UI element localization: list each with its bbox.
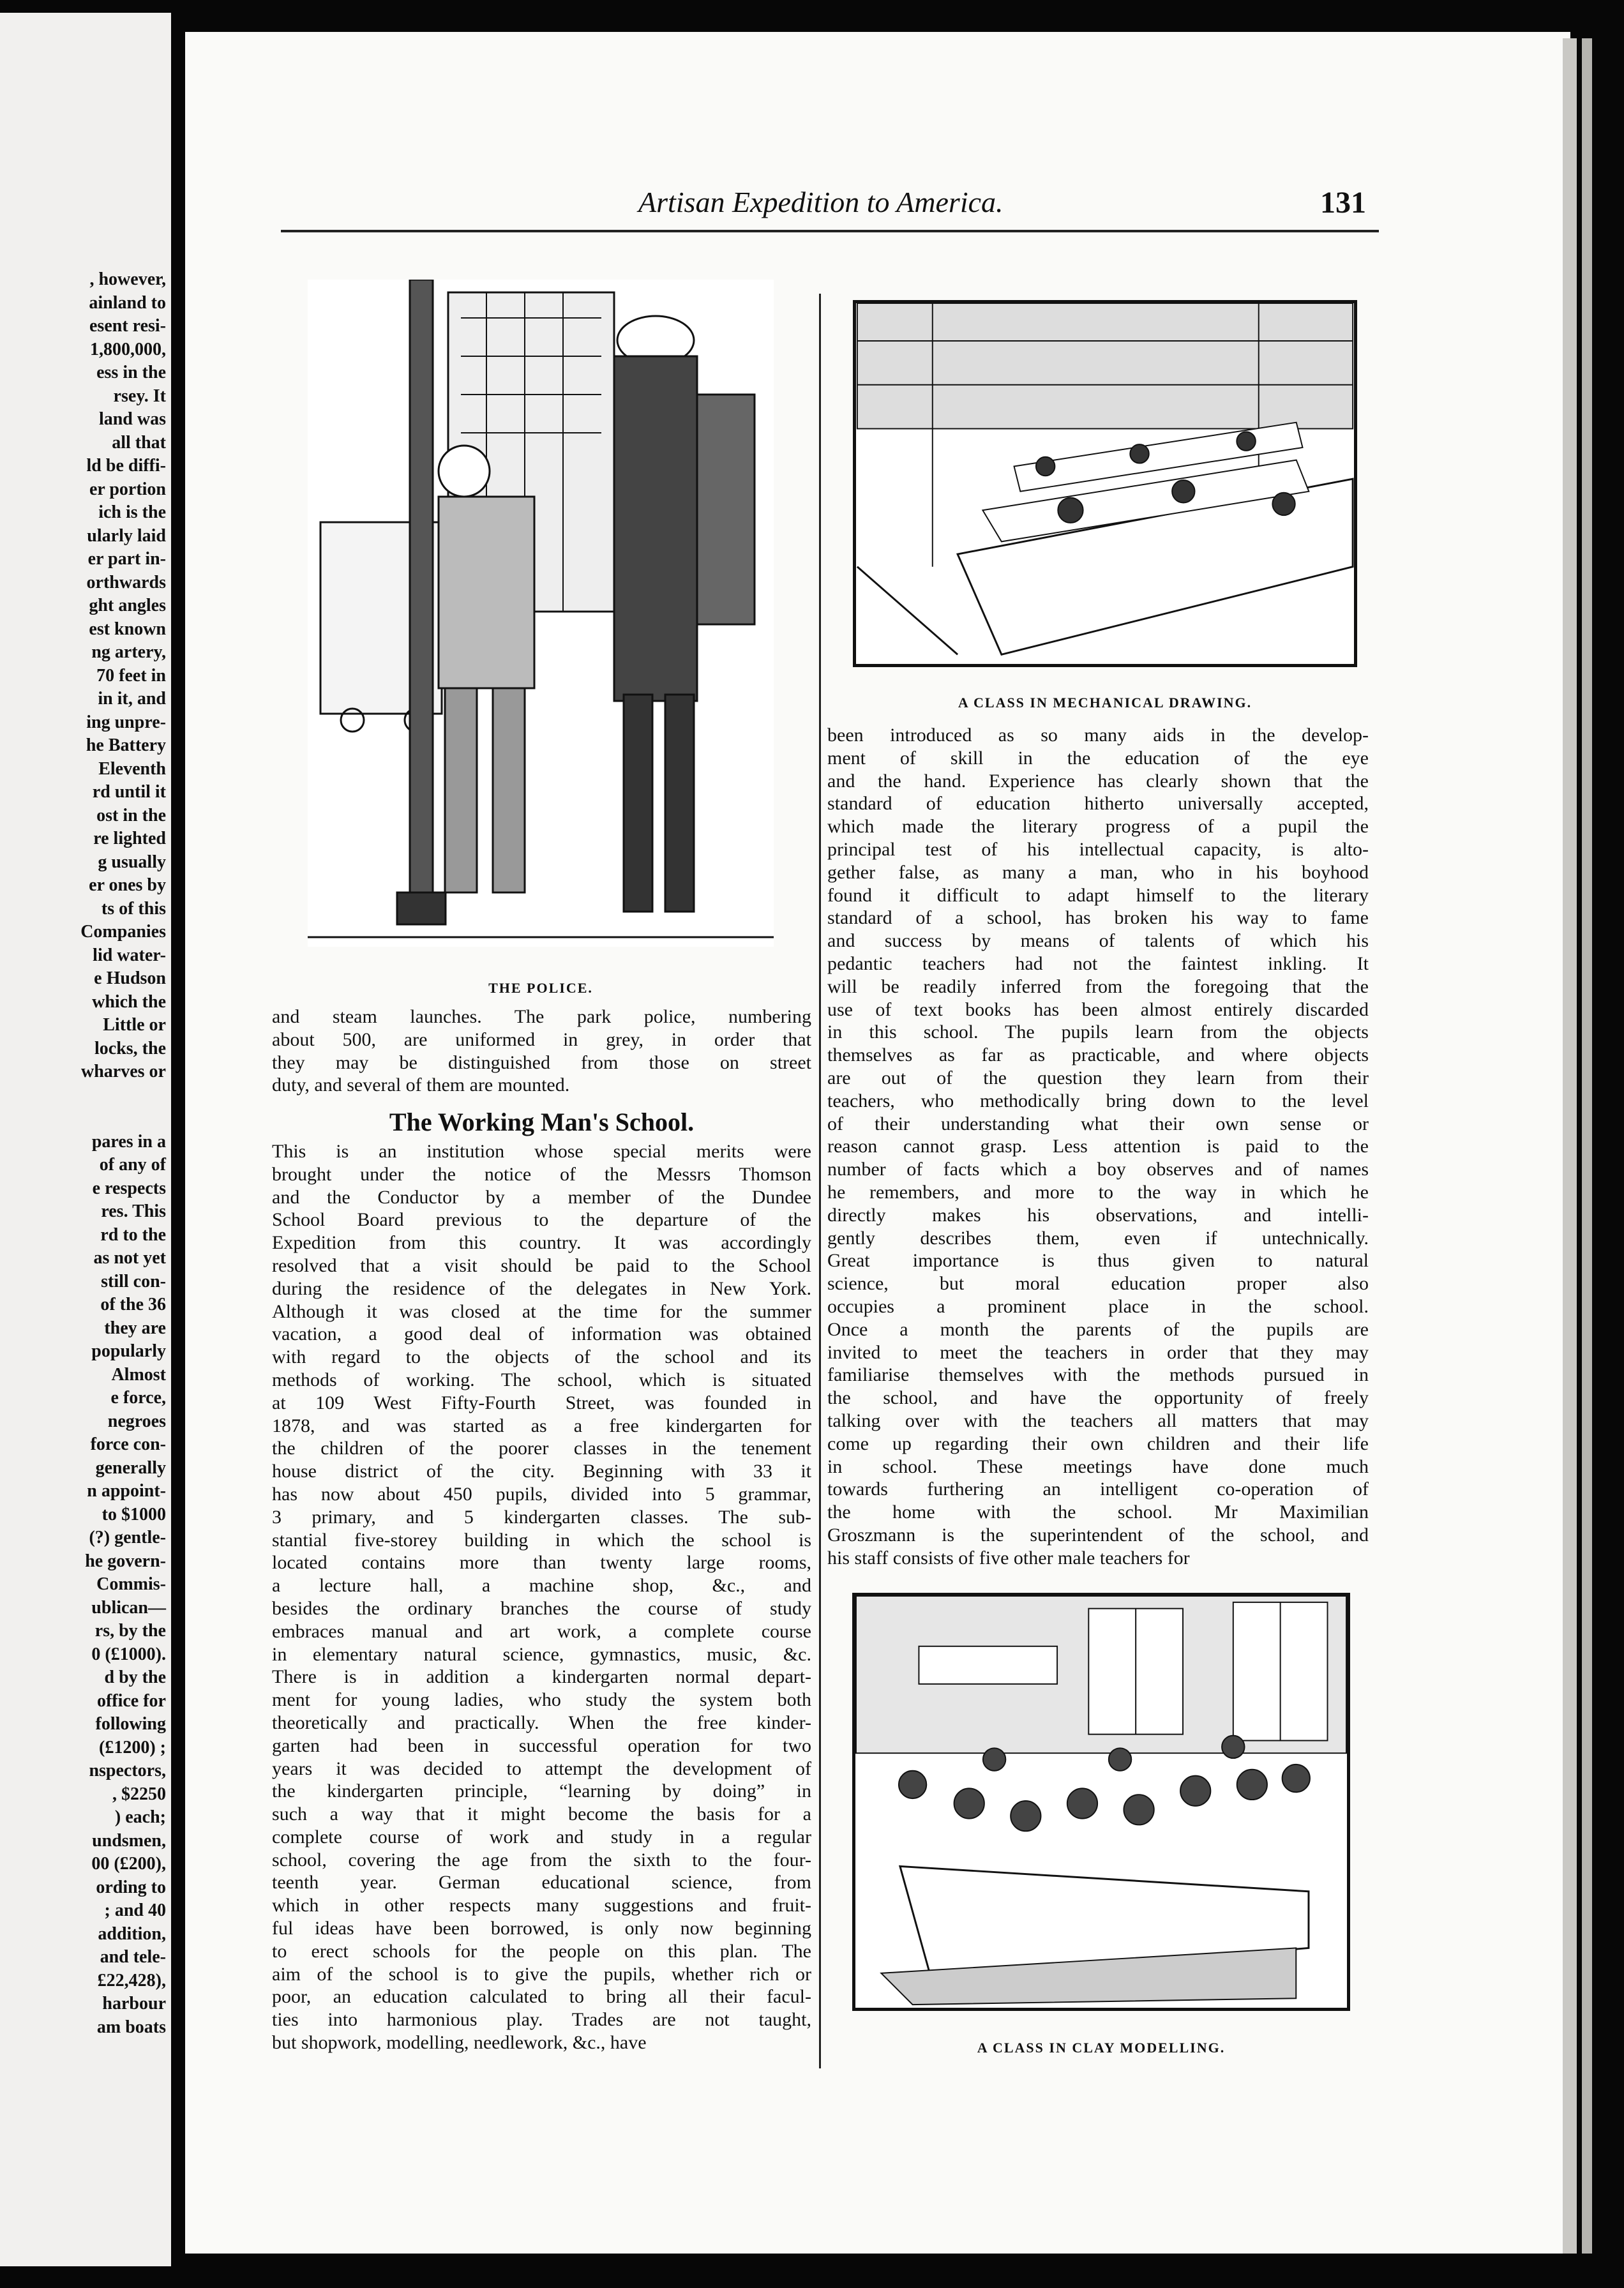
prev-page-line: est known: [89, 619, 166, 639]
prev-page-line: orthwards: [86, 572, 166, 592]
text-line: during the residence of the delegates in New York.: [272, 1277, 811, 1299]
prev-page-line: e Hudson: [94, 968, 166, 988]
prev-page-line: following: [95, 1714, 166, 1734]
text-line: This is an institution whose special merits were: [272, 1140, 811, 1162]
prev-page-line: to $1000: [102, 1504, 166, 1524]
prev-page-line: in it, and: [98, 689, 166, 709]
prev-page-line: ing unpre-: [86, 712, 166, 732]
text-line: familiarise themselves with the methods pursued in: [827, 1364, 1369, 1386]
text-line: teachers, who methodically bring down to the level: [827, 1090, 1369, 1111]
prev-page-line: 70 feet in: [96, 665, 166, 686]
text-line: 3 primary, and 5 kindergarten classes. The sub-: [272, 1506, 811, 1528]
prev-page-line: wharves or: [81, 1062, 166, 1081]
left-column: [272, 1005, 811, 2054]
text-line: towards furthering an intelligent co-operation of: [827, 1479, 1369, 1500]
prev-page-line: ainland to: [89, 292, 166, 313]
text-line: at 109 West Fifty-Fourth Street, was founded in: [272, 1392, 811, 1413]
prev-page-line: rs, by the: [94, 1621, 166, 1641]
text-line: use of text books has been almost entirely discarded: [827, 998, 1369, 1020]
text-line: stantial five-storey building in which the school is: [272, 1529, 811, 1551]
right-column: [827, 724, 1369, 1569]
prev-page-line: force con-: [90, 1434, 166, 1454]
prev-page-line: Eleventh: [98, 758, 166, 779]
prev-page-line: popularly: [91, 1341, 166, 1361]
text-line: located contains more than twenty large rooms,: [272, 1552, 811, 1574]
prev-page-line: ng artery,: [91, 642, 166, 662]
prev-page-line: nspectors,: [89, 1761, 166, 1780]
text-line: the home with the school. Mr Maximilian: [827, 1502, 1369, 1523]
prev-page-line: undsmen,: [92, 1830, 166, 1851]
prev-page-line: Commis-: [96, 1574, 166, 1594]
prev-page-line: esent resi-: [89, 316, 166, 336]
prev-page-line: (?) gentle-: [89, 1528, 166, 1547]
prev-page-line: g usually: [98, 852, 166, 872]
text-line: brought under the notice of the Messrs Thomson: [272, 1163, 811, 1185]
prev-page-line: er ones by: [89, 875, 166, 895]
police-illustration: [308, 280, 774, 947]
text-line: invited to meet the teachers in order that they may: [827, 1341, 1369, 1363]
prev-page-line: Almost: [111, 1364, 166, 1385]
prev-page-line: office for: [96, 1690, 166, 1711]
text-line: number of facts which a boy observes and of names: [827, 1159, 1369, 1180]
text-line: found it difficult to adapt himself to the literary: [827, 884, 1369, 906]
prev-page-line: as not yet: [93, 1248, 166, 1268]
text-line: aim of the school is to give the pupils, whether rich or: [272, 1963, 811, 1985]
text-line: 1878, and was started as a free kindergarten for: [272, 1415, 811, 1436]
prev-page-line: ost in the: [96, 805, 166, 825]
text-line: his staff consists of five other male teachers for: [827, 1547, 1190, 1569]
text-line: talking over with the teachers all matters that may: [827, 1410, 1369, 1431]
prev-page-line: of the 36: [100, 1295, 166, 1314]
prev-page-line: ) each;: [114, 1807, 166, 1827]
prev-page-line: which the: [92, 991, 166, 1012]
text-line: but shopwork, modelling, needlework, &c., have: [272, 2032, 647, 2054]
text-line: in elementary natural science, gymnastics, music, &c.: [272, 1643, 811, 1665]
text-line: resolved that a visit should be paid to the School: [272, 1254, 811, 1276]
text-line: and steam launches. The park police, numbering: [272, 1006, 811, 1027]
text-line: he remembers, and more to the way in which he: [827, 1181, 1369, 1203]
prev-page-line: ; and 40: [104, 1900, 166, 1920]
mechanical-drawing-caption: A CLASS IN MECHANICAL DRAWING.: [958, 695, 1252, 711]
prev-page-line: am boats: [96, 2017, 166, 2037]
section-heading: The Working Man's School.: [389, 1108, 695, 1137]
text-line: Although it was closed at the time for the summer: [272, 1300, 811, 1322]
prev-page-line: locks, the: [94, 1038, 166, 1058]
prev-page-line: rd until it: [92, 782, 166, 802]
text-line: Expedition from this country. It was accordingly: [272, 1232, 811, 1254]
prev-page-line: re lighted: [93, 829, 166, 848]
prev-page-line: they are: [104, 1318, 166, 1338]
prev-page-line: , $2250: [112, 1784, 166, 1804]
prev-page-line: ght angles: [89, 596, 166, 615]
text-line: principal test of his intellectual capacity, is alto-: [827, 838, 1369, 860]
text-line: methods of working. The school, which is situated: [272, 1369, 811, 1390]
text-line: and success by means of talents of which his: [827, 930, 1369, 952]
text-line: come up regarding their own children and their life: [827, 1433, 1369, 1454]
prev-page-line: Companies: [80, 922, 166, 942]
clay-modelling-caption: A CLASS IN CLAY MODELLING.: [977, 2040, 1226, 2056]
prev-page-line: still con-: [101, 1271, 166, 1291]
prev-page-line: n appoint-: [87, 1481, 166, 1501]
text-line: ties into harmonious play. Trades are not taught,: [272, 2009, 811, 2031]
prev-page-line: 00 (£200),: [91, 1854, 166, 1874]
prev-page-line: lid water-: [93, 945, 166, 965]
page-edge: [1563, 38, 1577, 2254]
text-line: gently describes them, even if untechnically.: [827, 1227, 1369, 1249]
mechanical-drawing-illustration: [853, 300, 1357, 667]
prev-page-line: 0 (£1000).: [91, 1644, 166, 1664]
text-line: gether false, as many a man, who in his boyhood: [827, 861, 1369, 883]
running-title: Artisan Expedition to America.: [638, 186, 1004, 218]
text-line: they may be distinguished from those on street: [272, 1051, 811, 1073]
text-line: Once a month the parents of the pupils are: [827, 1318, 1369, 1340]
prev-page-line: ts of this: [101, 898, 166, 919]
prev-page-line: rd to the: [100, 1224, 166, 1245]
text-line: Groszmann is the superintendent of the school, and: [827, 1524, 1369, 1546]
text-line: ment of skill in the education of the eye: [827, 747, 1369, 769]
text-line: science, but moral education proper also: [827, 1273, 1369, 1295]
prev-page-line: all that: [112, 432, 166, 453]
text-line: pedantic teachers had not the faintest inkling. It: [827, 952, 1369, 974]
text-line: school, covering the age from the sixth to the four-: [272, 1849, 811, 1870]
clay-modelling-illustration: [852, 1593, 1350, 2011]
text-line: in this school. The pupils learn from the objects: [827, 1021, 1369, 1043]
text-line: such a way that it might become the basis for a: [272, 1803, 811, 1825]
text-line: standard of a school, has broken his way to fame: [827, 907, 1369, 929]
text-line: and the Conductor by a member of the Dundee: [272, 1186, 811, 1208]
left-column-paragraph: [272, 1140, 811, 2054]
text-line: duty, and several of them are mounted.: [272, 1074, 570, 1096]
text-line: standard of education hitherto universally accepted,: [827, 793, 1369, 815]
prev-page-line: res. This: [101, 1201, 166, 1221]
prev-page-line: ich is the: [98, 502, 166, 522]
prev-page-line: he govern-: [85, 1551, 166, 1571]
text-line: ful ideas have been borrowed, is only now beginning: [272, 1918, 811, 1939]
prev-page-line: ording to: [96, 1877, 166, 1897]
text-line: Great importance is thus given to natural: [827, 1250, 1369, 1272]
prev-page-line: er part in-: [87, 549, 166, 569]
text-line: There is in addition a kindergarten normal depart-: [272, 1666, 811, 1688]
running-head: [281, 185, 1379, 232]
prev-page-line: ess in the: [96, 363, 166, 382]
column-rule: [819, 294, 821, 2068]
text-line: about 500, are uniformed in grey, in order that: [272, 1028, 811, 1050]
prev-page-line: generally: [95, 1457, 166, 1478]
prev-page-line: pares in a: [91, 1131, 166, 1152]
text-line: will be readily inferred from the foregoing that the: [827, 975, 1369, 997]
text-line: a lecture hall, a machine shop, &c., and: [272, 1575, 811, 1597]
prev-page-line: rsey. It: [113, 386, 166, 406]
prev-page-line: ublican—: [91, 1597, 166, 1618]
text-line: has now about 450 pupils, divided into 5 grammar,: [272, 1483, 811, 1505]
text-line: occupies a prominent place in the school.: [827, 1295, 1369, 1317]
prev-page-line: e respects: [92, 1178, 166, 1198]
text-line: complete course of work and study in a regular: [272, 1826, 811, 1848]
prev-page-line: land was: [98, 409, 166, 429]
prev-page-line: Little or: [103, 1015, 166, 1035]
text-line: and the hand. Experience has clearly shown that the: [827, 770, 1369, 792]
text-line: besides the ordinary branches the course of study: [272, 1597, 811, 1619]
prev-page-line: harbour: [102, 1994, 166, 2013]
prev-page-line: 1,800,000,: [90, 339, 166, 359]
prev-page-line: negroes: [107, 1411, 166, 1431]
text-line: the children of the poorer classes in the tenement: [272, 1438, 811, 1459]
text-line: teenth year. German educational science, from: [272, 1872, 811, 1893]
prev-page-line: , however,: [89, 269, 166, 289]
text-line: the school, and have the opportunity of freely: [827, 1387, 1369, 1409]
left-column-paragraph: [272, 1005, 811, 1097]
prev-page-line: er portion: [89, 479, 166, 499]
page-number: 131: [1320, 186, 1366, 220]
prev-page-line: he Battery: [86, 735, 166, 755]
text-line: embraces manual and art work, a complete course: [272, 1620, 811, 1642]
page-edge: [1582, 38, 1592, 2254]
text-line: years it was decided to attempt the development of: [272, 1757, 811, 1779]
text-line: theoretically and practically. When the free kinder-: [272, 1712, 811, 1733]
text-line: poor, an education calculated to bring all their facul-: [272, 1986, 811, 2008]
prev-page-line: addition,: [98, 1923, 166, 1944]
prev-page-line: of any of: [99, 1155, 166, 1175]
text-line: the kindergarten principle, “learning by doing” in: [272, 1780, 811, 1802]
prev-page-line: ld be diffi-: [86, 456, 166, 476]
text-line: with regard to the objects of the school and its: [272, 1346, 811, 1368]
prev-page-line: ularly laid: [87, 525, 166, 546]
text-line: are out of the question they learn from their: [827, 1067, 1369, 1088]
text-line: house district of the city. Beginning with 33 it: [272, 1461, 811, 1482]
text-line: been introduced as so many aids in the develop-: [827, 725, 1369, 746]
text-line: which in other respects many suggestions and fruit-: [272, 1895, 811, 1916]
previous-page-fragment: [0, 13, 171, 2266]
text-line: directly makes his observations, and intelli-: [827, 1204, 1369, 1226]
text-line: vacation, a good deal of information was obtained: [272, 1323, 811, 1345]
text-line: to erect schools for the people on this plan. The: [272, 1940, 811, 1962]
text-line: reason cannot grasp. Less attention is paid to the: [827, 1136, 1369, 1157]
prev-page-line: e force,: [110, 1388, 166, 1408]
text-line: ment for young ladies, who study the system both: [272, 1689, 811, 1711]
text-line: of their understanding what their own sense or: [827, 1113, 1369, 1134]
text-line: garten had been in successful operation for two: [272, 1735, 811, 1756]
prev-page-line: £22,428),: [97, 1970, 166, 1991]
prev-page-line: and tele-: [100, 1947, 166, 1967]
text-line: themselves as far as practicable, and where objects: [827, 1044, 1369, 1066]
police-caption: THE POLICE.: [488, 980, 593, 996]
text-line: School Board previous to the departure of the: [272, 1209, 811, 1231]
prev-page-line: d by the: [104, 1667, 166, 1687]
text-line: which made the literary progress of a pupil the: [827, 816, 1369, 838]
prev-page-line: (£1200) ;: [99, 1737, 166, 1757]
text-line: in school. These meetings have done much: [827, 1456, 1369, 1477]
